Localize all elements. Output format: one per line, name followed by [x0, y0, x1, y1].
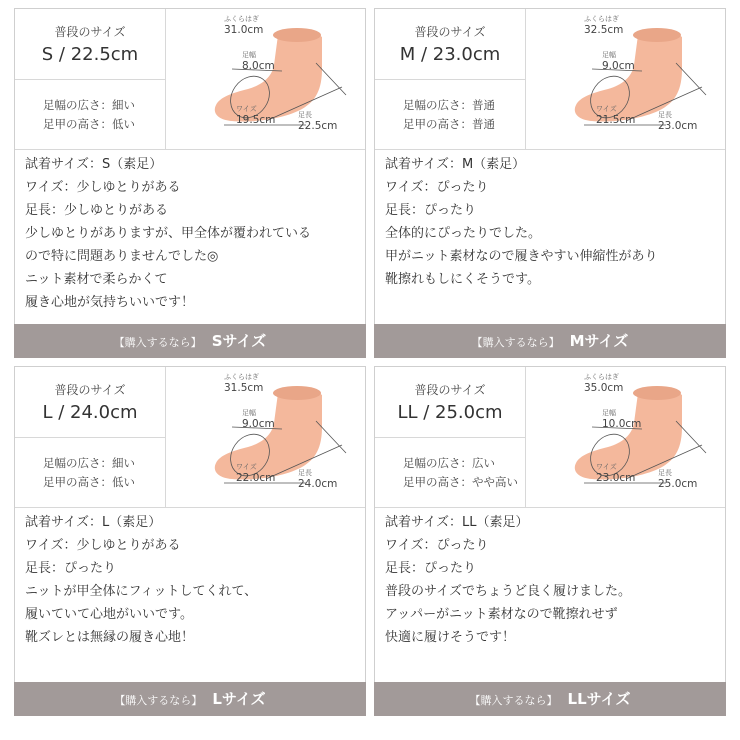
review-card-3 [14, 366, 366, 716]
review-line: 試着サイズ：LL（素足） [385, 515, 529, 530]
calf-measurement: ふくらはぎ 31.5cm [224, 373, 264, 394]
review-card-4 [374, 366, 726, 716]
buy-size-button[interactable] [374, 324, 726, 358]
review-line: 靴擦れもしにくそうです。 [385, 272, 540, 287]
foot-width-line: 足幅の広さ：普通 [403, 98, 495, 112]
wise-measurement: ワイズ 22.0cm [236, 463, 276, 484]
buy-size-button[interactable] [14, 324, 366, 358]
review-line: 普段のサイズでちょうど良く履けました。 [385, 584, 631, 599]
usual-size-value: S / 22.5cm [41, 44, 139, 65]
length-measurement: 足長 22.5cm [298, 111, 338, 132]
foot-diagram [526, 9, 725, 149]
foot-width-line: 足幅の広さ：細い [43, 456, 135, 470]
buy-prefix: 【購入するなら】 [114, 694, 203, 707]
calf-measurement: ふくらはぎ 32.5cm [584, 15, 624, 36]
review-text [25, 511, 361, 649]
length-measurement: 足長 23.0cm [658, 111, 698, 132]
buy-prefix: 【購入するなら】 [113, 336, 202, 349]
foot-diagram [166, 367, 365, 507]
buy-size-button[interactable] [14, 682, 366, 716]
instep-height-line: 足甲の高さ：普通 [403, 117, 495, 131]
instep-height-line: 足甲の高さ：低い [43, 117, 135, 131]
buy-size-button[interactable] [374, 682, 726, 716]
review-line: ワイズ：少しゆとりがある [25, 538, 181, 553]
usual-size-label: 普段のサイズ [414, 383, 486, 397]
review-line: 足長：少しゆとりがある [25, 203, 169, 218]
review-card-2 [374, 8, 726, 358]
instep-height-line: 足甲の高さ：低い [43, 475, 135, 489]
wise-measurement: ワイズ 19.5cm [236, 105, 276, 126]
buy-size-label: LLサイズ [567, 690, 631, 708]
usual-size-value: L / 24.0cm [42, 402, 138, 423]
review-line: ニット素材で柔らかくて [25, 272, 168, 287]
review-text [385, 153, 721, 291]
usual-size-box [15, 9, 166, 149]
review-line: ワイズ：ぴったり [385, 180, 489, 195]
wise-measurement: ワイズ 21.5cm [596, 105, 636, 126]
review-line: 足長：ぴったり [385, 561, 477, 576]
review-line: 履いていて心地がいいです。 [25, 607, 193, 622]
review-line: 試着サイズ：L（素足） [25, 515, 162, 530]
review-text [385, 511, 721, 649]
buy-size-label: Sサイズ [211, 332, 267, 350]
calf-measurement: ふくらはぎ 35.0cm [584, 373, 624, 394]
review-line: ニットが甲全体にフィットしてくれて、 [25, 584, 258, 599]
width-measurement: 足幅 8.0cm [242, 51, 275, 72]
review-line: 足長：ぴったり [25, 561, 117, 576]
review-line: ワイズ：少しゆとりがある [25, 180, 181, 195]
review-line: 靴ズレとは無縁の履き心地！ [25, 630, 195, 645]
buy-prefix: 【購入するなら】 [469, 694, 558, 707]
usual-size-box [15, 367, 166, 507]
width-measurement: 足幅 10.0cm [602, 409, 642, 430]
usual-size-label: 普段のサイズ [54, 25, 126, 39]
usual-size-value: LL / 25.0cm [397, 402, 503, 423]
card-header [15, 367, 365, 508]
review-line: 履き心地が気持ちいいです！ [25, 295, 195, 310]
buy-size-label: Mサイズ [569, 332, 629, 350]
card-header [15, 9, 365, 150]
length-measurement: 足長 24.0cm [298, 469, 338, 490]
foot-width-line: 足幅の広さ：広い [403, 456, 495, 470]
calf-measurement: ふくらはぎ 31.0cm [224, 15, 264, 36]
buy-size-label: Lサイズ [212, 690, 266, 708]
review-line: アッパーがニット素材なので靴擦れせず [385, 607, 618, 622]
review-text [25, 153, 361, 314]
width-measurement: 足幅 9.0cm [242, 409, 275, 430]
foot-diagram [166, 9, 365, 149]
review-line: ので特に問題ありませんでした◎ [25, 249, 219, 264]
foot-diagram [526, 367, 725, 507]
review-line: 少しゆとりがありますが、甲全体が覆われている [25, 226, 312, 241]
buy-prefix: 【購入するなら】 [471, 336, 560, 349]
review-line: 試着サイズ：M（素足） [385, 157, 526, 172]
usual-size-box [375, 9, 526, 149]
review-line: 全体的にぴったりでした。 [385, 226, 542, 241]
foot-width-line: 足幅の広さ：細い [43, 98, 135, 112]
length-measurement: 足長 25.0cm [658, 469, 698, 490]
review-line: 快適に履けそうです！ [385, 630, 516, 645]
card-header [375, 367, 725, 508]
usual-size-box [375, 367, 526, 507]
review-line: ワイズ：ぴったり [385, 538, 489, 553]
wise-measurement: ワイズ 23.0cm [596, 463, 636, 484]
usual-size-value: M / 23.0cm [399, 44, 501, 65]
review-card-1 [14, 8, 366, 358]
card-header [375, 9, 725, 150]
instep-height-line: 足甲の高さ：やや高い [403, 475, 518, 489]
usual-size-label: 普段のサイズ [54, 383, 126, 397]
width-measurement: 足幅 9.0cm [602, 51, 635, 72]
review-line: 試着サイズ：S（素足） [25, 157, 163, 172]
review-line: 甲がニット素材なので履きやすい伸縮性があり [385, 249, 658, 264]
usual-size-label: 普段のサイズ [414, 25, 486, 39]
review-line: 足長：ぴったり [385, 203, 477, 218]
